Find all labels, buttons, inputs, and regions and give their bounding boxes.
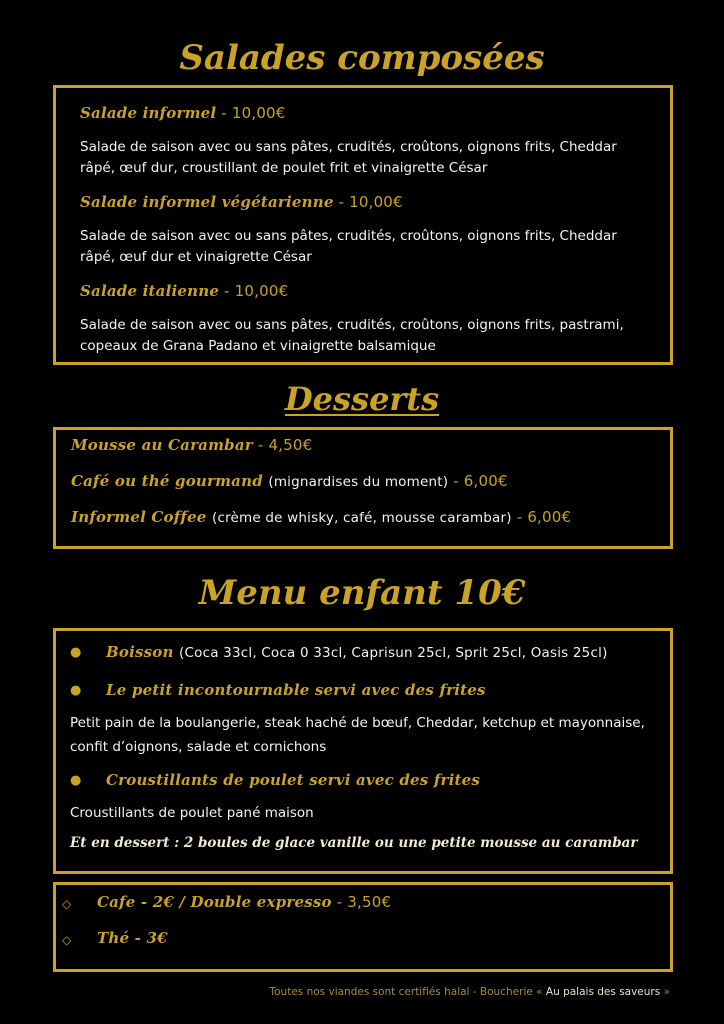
salades-title: Salades composées [179,38,545,78]
dessert-informel-coffee: Informel Coffee (crème de whisky, café, mousse carambar) - 6,00€ [71,508,572,526]
diamond-bullet-icon: ◇ [62,897,72,911]
enfant-option2-desc: Croustillants de poulet pané maison [70,805,314,821]
desserts-box [53,427,673,549]
enfant-box [53,628,673,874]
boisson-cafe: Cafe - 2€ / Double expresso - 3,50€ [97,893,392,911]
desserts-title: Desserts [284,380,440,418]
enfant-option1-title: Le petit incontournable servi avec des frites [106,681,486,699]
enfant-title: Menu enfant 10€ [198,573,526,613]
enfant-dessert-line: Et en dessert : 2 boules de glace vanille ou une petite mousse au carambar [70,835,638,851]
salade-informel-desc: Salade de saison avec ou sans pâtes, crudités, croûtons, oignons frits, Cheddar râpé, œuf dur, croustillant de poulet frit et vinaigrette César [80,139,617,176]
enfant-option2-title: Croustillants de poulet servi avec des frites [106,771,481,789]
diamond-bullet-icon: ◇ [62,933,72,947]
dessert-mousse: Mousse au Carambar - 4,50€ [71,436,313,454]
bullet-icon: ● [70,645,82,660]
boisson-the: Thé - 3€ [97,929,168,947]
salades-box [53,85,673,365]
boissons-box [53,882,673,972]
bullet-icon: ● [70,773,82,788]
footer-note: Toutes nos viandes sont certifiés halal - Boucherie « Au palais des saveurs » [269,986,670,998]
dessert-cafe-gourmand: Café ou thé gourmand (mignardises du moment) - 6,00€ [71,472,508,490]
salade-vegetarienne-title: Salade informel végétarienne - 10,00€ [80,193,403,211]
salade-italienne-desc: Salade de saison avec ou sans pâtes, crudités, croûtons, oignons frits, pastrami, copeaux de Grana Padano et vinaigrette balsamique [80,317,624,354]
enfant-option1-desc: Petit pain de la boulangerie, steak haché de bœuf, Cheddar, ketchup et mayonnaise, confit d’oignons, salade et cornichons [70,715,645,755]
salade-vegetarienne-desc: Salade de saison avec ou sans pâtes, crudités, croûtons, oignons frits, Cheddar râpé, œuf dur et vinaigrette César [80,228,617,265]
bullet-icon: ● [70,683,82,698]
enfant-boisson: Boisson (Coca 33cl, Coca 0 33cl, Caprisun 25cl, Sprit 25cl, Oasis 25cl) [106,643,608,661]
salade-informel-title: Salade informel - 10,00€ [80,104,286,122]
salade-italienne-title: Salade italienne - 10,00€ [80,282,289,300]
